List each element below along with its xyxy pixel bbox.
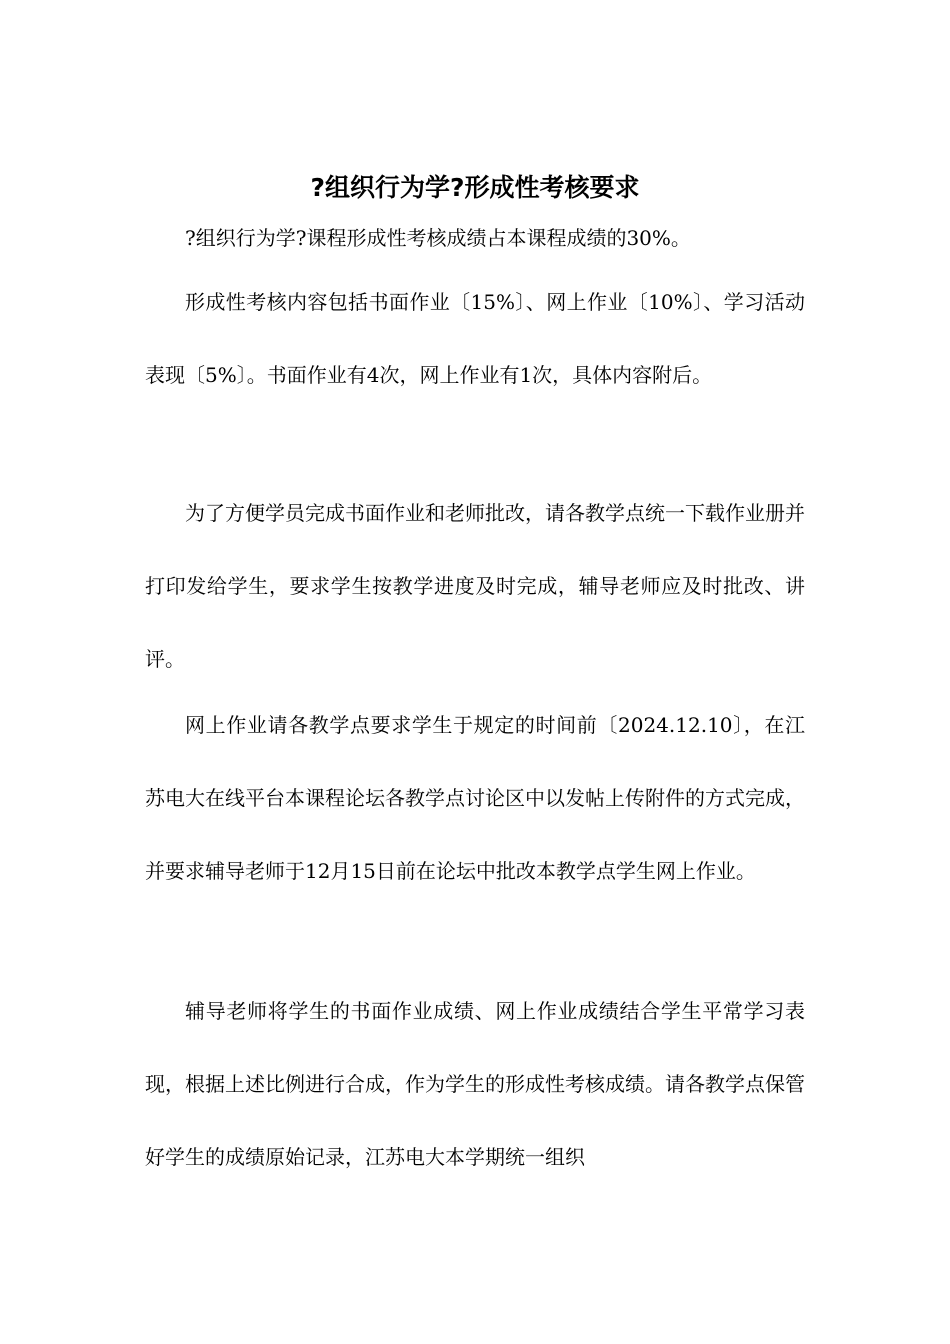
paragraph-written-homework: 为了方便学员完成书面作业和老师批改，请各教学点统一下载作业册并打印发给学生，要求学生按教学进度及时完成，辅导老师应及时批改、讲评。 [145, 501, 805, 671]
paragraph-grade-weight: ?组织行为学?课程形成性考核成绩占本课程成绩的30%。 [185, 226, 691, 250]
paragraph-online-homework: 网上作业请各教学点要求学生于规定的时间前〔2024.12.10〕，在江苏电大在线平台本课程论坛各教学点讨论区中以发帖上传附件的方式完成，并要求辅导老师于12月15日前在论坛中批改本教学点学生网上作业。 [145, 713, 805, 883]
document-title: ?组织行为学?形成性考核要求 [310, 173, 640, 202]
paragraph-assessment-content: 形成性考核内容包括书面作业〔15%〕、网上作业〔10%〕、学习活动表现〔5%〕。书面作业有4次，网上作业有1次，具体内容附后。 [145, 290, 805, 387]
paragraph-grade-composition: 辅导老师将学生的书面作业成绩、网上作业成绩结合学生平常学习表现，根据上述比例进行合成，作为学生的形成性考核成绩。请各教学点保管好学生的成绩原始记录，江苏电大本学期统一组织 [145, 999, 805, 1169]
